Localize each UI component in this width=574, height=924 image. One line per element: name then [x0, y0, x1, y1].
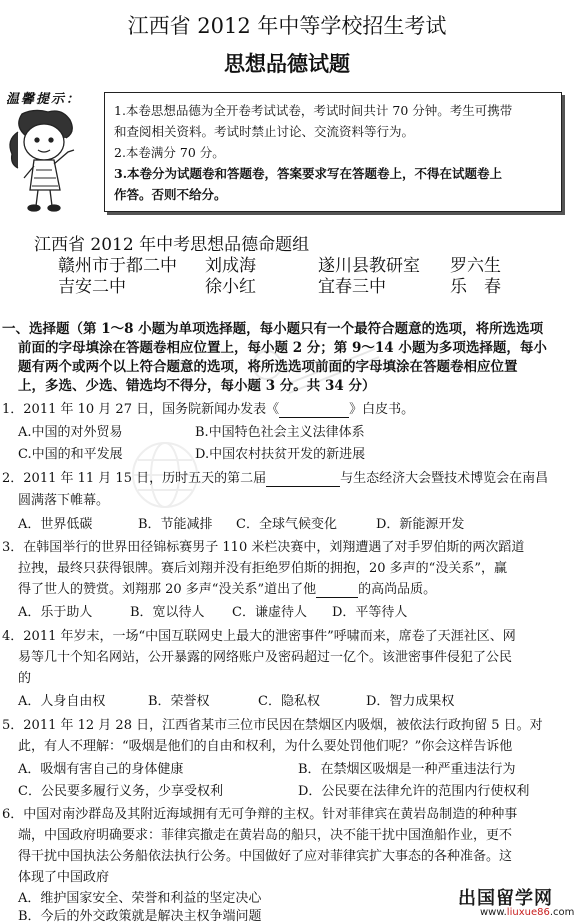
team-member: 乐 春: [450, 277, 501, 297]
option-c: C．隐私权: [258, 694, 320, 709]
option-b: B.中国特色社会主义法律体系: [195, 425, 365, 440]
section-instructions-line: 题有两个或两个以上符合题意的选项，将所选选项前面的字母填涂在答题卷相应位置: [18, 359, 518, 375]
option-d: D．智力成果权: [366, 694, 455, 709]
question-2-line: [2, 467, 548, 487]
notice-item-1-line-2: 和查阅相关资料。考试时禁止讨论、交流资料等行为。: [114, 124, 415, 139]
answer-blank: [316, 582, 358, 598]
question-1-stem-start: 1．2011 年 10 月 27 日，国务院新闻办发表《: [2, 402, 280, 417]
team-school: 遂川县教研室: [318, 256, 420, 276]
option-d: D．公民要在法律允许的范围内行使权利: [298, 784, 530, 799]
question-2-line: 圆满落下帷幕。: [18, 493, 110, 508]
notice-box: [104, 92, 562, 212]
question-6-line: 端，中国政府明确要求：菲律宾撤走在黄岩岛的船只，决不能干扰中国渔船作业，更不: [18, 828, 513, 843]
site-url-prefix: www.: [480, 907, 507, 918]
answer-blank: [266, 471, 340, 487]
question-3-line: 3．在韩国举行的世界田径锦标赛男子 110 米栏决赛中，刘翔遭遇了对手罗伯斯的两次蹈道: [2, 540, 525, 555]
team-school: 吉安二中: [58, 277, 126, 297]
site-url-domain: liuxue86: [506, 907, 550, 918]
cartoon-girl-illustration: [4, 106, 96, 216]
site-name: 出国留学网: [458, 888, 553, 909]
question-4-line: 易等几十个知名网站，公开暴露的网络账户及密码超过一亿个。该泄密事件侵犯了公民: [18, 650, 513, 665]
answer-blank: [279, 402, 349, 418]
option-a: A．乐于助人: [18, 605, 93, 620]
exam-title: 江西省 2012 年中等学校招生考试: [127, 14, 447, 38]
option-b: B．在禁烟区吸烟是一种严重违法行为: [298, 762, 516, 777]
site-url: [480, 907, 574, 918]
option-a: A．吸烟有害自己的身体健康: [18, 762, 184, 777]
team-member: 刘成海: [205, 256, 256, 276]
notice-item-2: 2.本卷满分 70 分。: [114, 145, 225, 160]
question-5-line: 此，有人不理解：“吸烟是他们的自由和权利，为什么要处罚他们呢？”你会这样告诉他: [18, 739, 513, 754]
option-a: A．世界低碳: [18, 517, 93, 532]
question-4-line: 4．2011 年岁末，一场“中国互联网史上最大的泄密事件”呼啸而来，席卷了天涯社区、网: [2, 629, 516, 644]
team-heading: 江西省 2012 年中考思想品德命题组: [34, 235, 310, 255]
tip-label: 温馨提示：: [6, 92, 82, 107]
option-c: C．公民要多履行义务，少享受权利: [18, 784, 223, 799]
team-member: 徐小红: [205, 277, 256, 297]
option-c: C．谦虚待人: [232, 605, 307, 620]
question-2-stem-end: 与生态经济大会暨技术博览会在南昌: [340, 471, 549, 486]
section-instructions-line: 一、选择题（第 1～8 小题为单项选择题，每小题只有一个最符合题意的选项，将所选选项: [2, 321, 544, 337]
section-instructions-line: 上，多选、少选、错选均不得分，每小题 3 分。共 34 分）: [18, 378, 376, 394]
option-d: D．新能源开发: [376, 517, 465, 532]
option-b: B．荣誉权: [148, 694, 210, 709]
option-c: C．全球气候变化: [236, 517, 337, 532]
notice-item-1-line-1: 1.本卷思想品德为全开卷考试试卷，考试时间共计 70 分钟。考生可携带: [114, 103, 513, 118]
question-3-stem-end: 的高尚品质。: [358, 582, 437, 597]
site-url-suffix: .com: [549, 907, 574, 918]
option-b: B．今后的外交政策就是解决主权争端问题: [18, 909, 262, 924]
site-watermark-logo: [458, 884, 572, 920]
question-3-line: [18, 578, 436, 598]
option-a: A．人身自由权: [18, 694, 106, 709]
question-3-stem-start: 得了世人的赞赏。刘翔那 20 多声“没关系”道出了他: [18, 582, 317, 597]
notice-item-3-line-1: 3.本卷分为试题卷和答题卷，答案要求写在答题卷上，不得在试题卷上: [114, 166, 503, 181]
question-6-line: 得干扰中国执法公务船依法执行公务。中国做好了应对菲律宾扩大事态的各种准备。这: [18, 849, 513, 864]
question-2-stem-start: 2．2011 年 11 月 15 日，历时五天的第二届: [2, 471, 267, 486]
question-5-line: 5．2011 年 12 月 28 日，江西省某市三位市民因在禁烟区内吸烟，被依法行政拘留 5 日。对: [2, 718, 543, 733]
option-b: B．节能减排: [138, 517, 213, 532]
option-d: D.中国农村扶贫开发的新进展: [195, 447, 366, 462]
paper-subject-title: 思想品德试题: [224, 52, 350, 76]
team-school: 宜春三中: [318, 277, 386, 297]
question-3-line: 拉拽，最终只获得银牌。赛后刘翔并没有拒绝罗伯斯的拥抱，20 多声的“没关系”，赢: [18, 561, 507, 576]
question-6-line: 6．中国对南沙群岛及其附近海域拥有无可争辩的主权。针对菲律宾在黄岩岛制造的种种事: [2, 807, 518, 822]
option-d: D．平等待人: [332, 605, 408, 620]
option-a: A．维护国家安全、荣誉和利益的坚定决心: [18, 891, 262, 906]
question-1-stem: [2, 398, 414, 418]
team-member: 罗六生: [450, 256, 501, 276]
section-instructions-line: 前面的字母填涂在答题卷相应位置上，每小题 2 分；第 9～14 小题为多项选择题，每小: [18, 340, 547, 356]
option-a: A.中国的对外贸易: [18, 425, 123, 440]
question-4-line: 的: [18, 671, 32, 686]
option-b: B．宽以待人: [130, 605, 205, 620]
team-school: 赣州市于都二中: [58, 256, 177, 276]
question-6-line: 体现了中国政府: [18, 870, 110, 885]
notice-item-3-line-2: 作答。否则不给分。: [114, 187, 227, 202]
question-1-stem-end: 》白皮书。: [349, 402, 415, 417]
option-c: C.中国的和平发展: [18, 447, 123, 462]
